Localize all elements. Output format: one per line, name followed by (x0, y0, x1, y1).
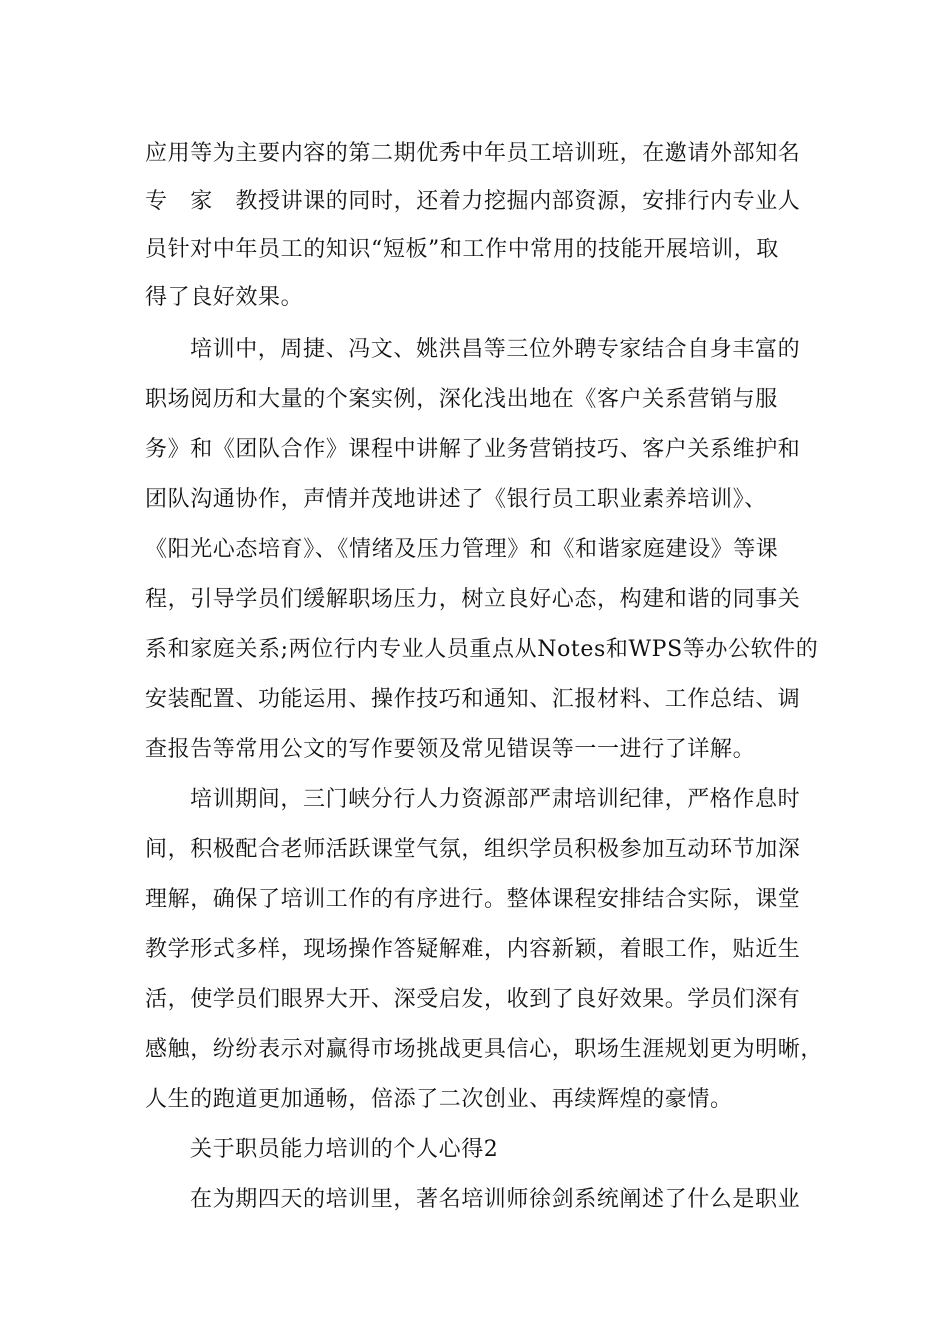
paragraph-4-line-1: 在为期四天的培训里，著名培训师徐剑系统阐述了什么是职业 (190, 1187, 801, 1212)
paragraph-3-line-7: 人生的跑道更加通畅，倍添了二次创业、再续辉煌的豪情。 (145, 1087, 733, 1112)
paragraph-2-line-5: 《阳光心态培育》、《情绪及压力管理》和《和谐家庭建设》等课 (145, 537, 779, 562)
paragraph-1-line-4: 得了良好效果。 (145, 285, 304, 310)
paragraph-3-line-3: 理解，确保了培训工作的有序进行。整体课程安排结合实际，课堂 (145, 887, 801, 912)
paragraph-3-line-5: 活，使学员们眼界大开、深受启发，收到了良好效果。学员们深有 (145, 987, 801, 1012)
paragraph-2-line-1: 培训中，周捷、冯文、姚洪昌等三位外聘专家结合自身丰富的 (190, 337, 801, 362)
paragraph-2-line-3: 务》和《团队合作》课程中讲解了业务营销技巧、客户关系维护和 (145, 437, 801, 462)
paragraph-3-line-4: 教学形式多样，现场操作答疑解难，内容新颖，着眼工作，贴近生 (145, 937, 801, 962)
paragraph-3-line-2: 间，积极配合老师活跃课堂气氛，组织学员积极参加互动环节加深 (145, 837, 801, 862)
paragraph-1-line-1: 应用等为主要内容的第二期优秀中年员工培训班，在邀请外部知名 (145, 141, 801, 166)
paragraph-2-line-4: 团队沟通协作，声情并茂地讲述了《银行员工职业素养培训》、 (145, 487, 767, 512)
section-heading: 关于职员能力培训的个人心得2 (190, 1137, 499, 1162)
paragraph-2-line-9: 查报告等常用公文的写作要领及常见错误等一一进行了详解。 (145, 737, 756, 762)
paragraph-1-line-2: 专 家 教授讲课的同时，还着力挖掘内部资源，安排行内专业人 (145, 189, 801, 214)
paragraph-2-line-6: 程，引导学员们缓解职场压力，树立良好心态，构建和谐的同事关 (145, 587, 801, 612)
paragraph-1-line-3: 员针对中年员工的知识“短板”和工作中常用的技能开展培训，取 (145, 237, 779, 262)
paragraph-2-line-2: 职场阅历和大量的个案实例，深化浅出地在《客户关系营销与服 (145, 387, 778, 412)
paragraph-2-line-8: 安装配置、功能运用、操作技巧和通知、汇报材料、工作总结、调 (145, 687, 801, 712)
paragraph-3-line-1: 培训期间，三门峡分行人力资源部严肃培训纪律，严格作息时 (190, 787, 801, 812)
paragraph-2-line-7: 系和家庭关系;两位行内专业人员重点从Notes和WPS等办公软件的 (145, 637, 819, 662)
paragraph-3-line-6: 感触，纷纷表示对赢得市场挑战更具信心，职场生涯规划更为明晰， (145, 1037, 824, 1062)
